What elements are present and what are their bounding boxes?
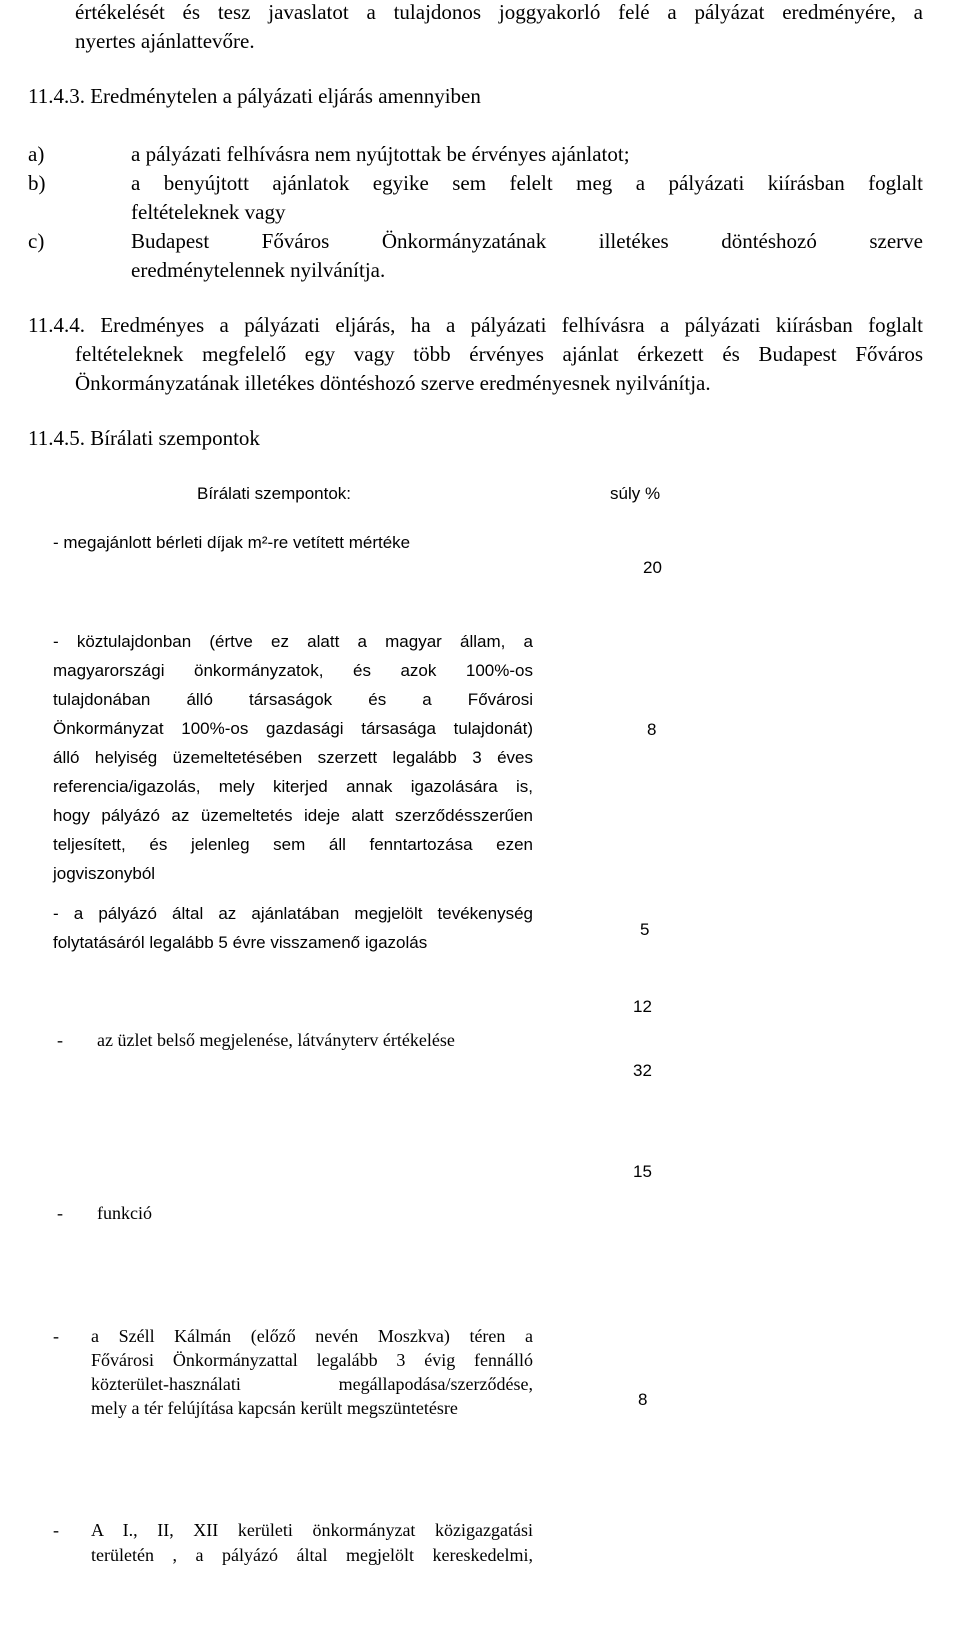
- list-item-b-line-1: a benyújtott ajánlatok egyike sem felelt meg a pályázati kiírásban foglalt: [131, 171, 923, 195]
- criterion-text-line: tulajdonában álló társaságok és a Fővárosi: [53, 690, 533, 709]
- section-11-4-4-line-3: Önkormányzatának illetékes döntéshozó szerve eredményesnek nyilvánítja.: [75, 371, 711, 395]
- criterion-text: - megajánlott bérleti díjak m²-re vetített mértéke: [53, 533, 411, 552]
- criterion-weight: 8: [647, 720, 657, 739]
- criterion-weight: 8: [638, 1390, 648, 1409]
- criterion-text-line: álló helyiség üzemeltetésében szerzett legalább 3 éves: [53, 748, 533, 767]
- list-item-c-line-2: eredménytelennek nyilvánítja.: [131, 258, 386, 282]
- criterion-dash: -: [53, 1520, 59, 1540]
- list-item-c-line-1: Budapest Főváros Önkormányzatának illetékes döntéshozó szerve: [131, 229, 923, 253]
- list-item-b-line-2: feltételeknek vagy: [131, 200, 286, 224]
- section-11-4-4-line-1: 11.4.4. Eredményes a pályázati eljárás, ha a pályázati felhívásra a pályázati kiírásban foglalt: [28, 313, 923, 337]
- criterion-text-line: folytatásáról legalább 5 évre visszamenő igazolás: [53, 933, 428, 952]
- criterion-text-line: közterület-használati megállapodása/szerződése,: [91, 1374, 533, 1394]
- list-label-b: b): [28, 171, 46, 195]
- criterion-text-line: A I., II, XII kerületi önkormányzat közigazgatási: [91, 1520, 533, 1540]
- criterion-weight: 32: [633, 1061, 652, 1080]
- criterion-text-line: - köztulajdonban (értve ez alatt a magyar állam, a: [53, 632, 533, 651]
- section-11-4-5-heading: 11.4.5. Bírálati szempontok: [28, 426, 260, 450]
- criterion-text-line: magyarországi önkormányzatok, és azok 100%-os: [53, 661, 533, 680]
- criterion-text-line: teljesített, és jelenleg sem áll fenntartozása ezen: [53, 835, 533, 854]
- section-11-4-4-line-2: feltételeknek megfelelő egy vagy több érvényes ajánlat érkezett és Budapest Főváros: [75, 342, 923, 366]
- list-label-c: c): [28, 229, 45, 253]
- criterion-text-line: referencia/igazolás, mely kiterjed annak igazolására is,: [53, 777, 533, 796]
- criterion-text-line: Önkormányzat 100%-os gazdasági társasága tulajdonát): [53, 719, 533, 738]
- criterion-text-line: mely a tér felújítása kapcsán került megszüntetésre: [91, 1398, 458, 1418]
- list-item-a: a pályázati felhívásra nem nyújtottak be érvényes ajánlatot;: [131, 142, 630, 166]
- criterion-weight: 15: [633, 1162, 652, 1181]
- criterion-dash: -: [53, 1326, 59, 1346]
- criterion-text: az üzlet belső megjelenése, látványterv értékelése: [97, 1030, 455, 1050]
- criterion-dash: -: [57, 1203, 63, 1223]
- criterion-text-line: Fővárosi Önkormányzattal legalább 3 évig fennálló: [91, 1350, 533, 1370]
- intro-line-2: nyertes ajánlattevőre.: [75, 29, 255, 53]
- criterion-text-line: hogy pályázó az üzemeltetés ideje alatt szerződésszerűen: [53, 806, 533, 825]
- criterion-text-line: jogviszonyból: [53, 864, 156, 883]
- criterion-weight: 20: [643, 558, 662, 577]
- table-header-criteria: Bírálati szempontok:: [197, 484, 352, 503]
- list-label-a: a): [28, 142, 45, 166]
- criterion-text-line: - a pályázó által az ajánlatában megjelölt tevékenység: [53, 904, 533, 923]
- criterion-text: funkció: [97, 1203, 152, 1223]
- intro-line-1: értékelését és tesz javaslatot a tulajdonos joggyakorló felé a pályázat eredményére, a: [75, 0, 923, 24]
- criterion-text-line: a Széll Kálmán (előző nevén Moszkva) téren a: [91, 1326, 533, 1346]
- criterion-dash: -: [57, 1030, 63, 1050]
- criterion-text-line: területén , a pályázó által megjelölt kereskedelmi,: [91, 1545, 533, 1565]
- section-11-4-3-heading: 11.4.3. Eredménytelen a pályázati eljárás amennyiben: [28, 84, 481, 108]
- table-header-weight: súly %: [610, 484, 661, 503]
- criterion-weight: 5: [640, 920, 650, 939]
- criterion-weight: 12: [633, 997, 652, 1016]
